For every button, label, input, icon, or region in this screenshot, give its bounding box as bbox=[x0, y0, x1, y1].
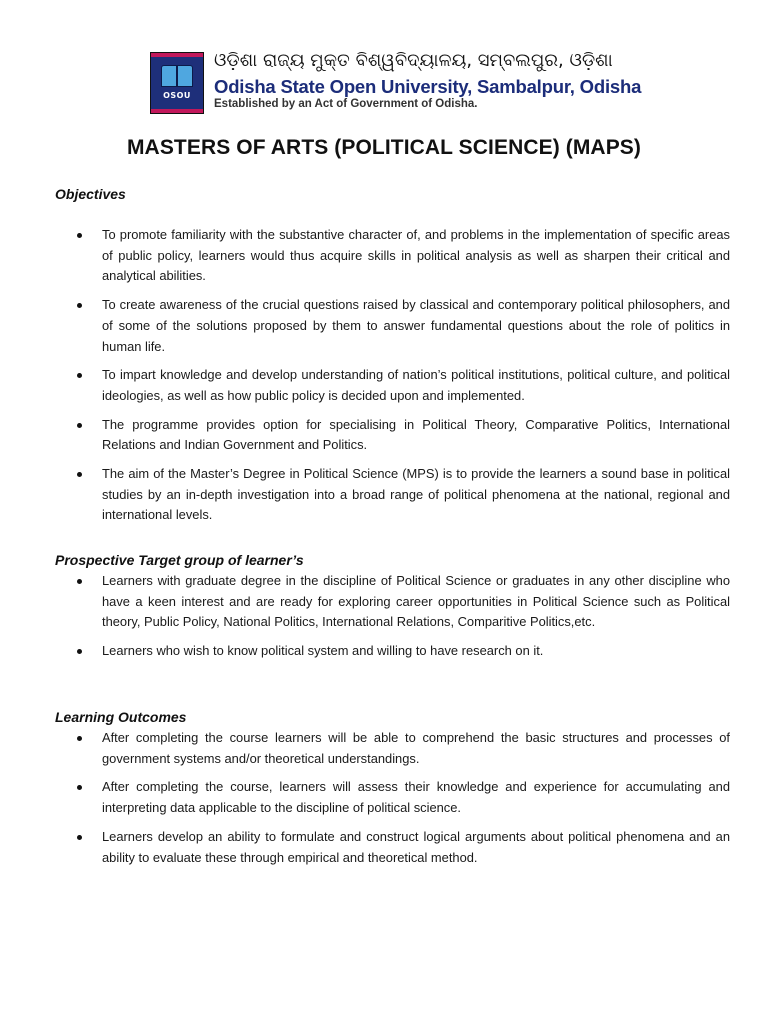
list-item bbox=[0, 464, 768, 526]
bullet-icon bbox=[77, 472, 82, 477]
bullet-icon bbox=[77, 579, 82, 584]
bullet-icon bbox=[77, 373, 82, 378]
bullet-icon bbox=[77, 233, 82, 238]
bullet-icon bbox=[77, 649, 82, 654]
bullet-icon bbox=[77, 736, 82, 741]
list-item bbox=[0, 777, 768, 818]
list-item bbox=[0, 295, 768, 357]
logo-bottom-stripe bbox=[151, 109, 203, 113]
list-item bbox=[0, 225, 768, 287]
learning-outcomes-list bbox=[0, 728, 768, 876]
list-item-text: To impart knowledge and develop understanding of nation’s political institutions, political culture, and political ideologies, as well as how public policy is decided upon and implemented. bbox=[102, 367, 730, 403]
established-note: Established by an Act of Government of Odisha. bbox=[214, 98, 478, 110]
list-item-text: To create awareness of the crucial questions raised by classical and contemporary political philosophers, and of some of the solutions proposed by them to answer fundamental questions about the role of politics in human life. bbox=[102, 297, 730, 354]
odia-university-name: ଓଡ଼ିଶା ରାଜ୍ୟ ମୁକ୍ତ ବିଶ୍ୱବିଦ୍ୟାଳୟ, ସମ୍ବଲପୁର, ଓଡ଼ିଶା bbox=[214, 50, 613, 71]
list-item-text: Learners with graduate degree in the discipline of Political Science or graduates in any other discipline who have a keen interest and are ready for exploring career opportunities in Political Science such as Political theory, Public Policy, National Politics, International Relations, Comparitive Politics,etc. bbox=[102, 573, 730, 630]
list-item bbox=[0, 571, 768, 633]
university-header bbox=[148, 48, 668, 116]
list-item bbox=[0, 365, 768, 406]
bullet-icon bbox=[77, 303, 82, 308]
list-item-text: The programme provides option for specialising in Political Theory, Comparative Politics, International Relations and Indian Government and Politics. bbox=[102, 416, 730, 453]
list-item bbox=[0, 415, 768, 456]
list-item-text: The aim of the Master’s Degree in Political Science (MPS) is to provide the learners a sound base in political studies by an in-depth investigation into a broad range of political phenomena at the national, regional and international levels. bbox=[102, 466, 730, 523]
target-group-heading: Prospective Target group of learner’s bbox=[55, 552, 304, 568]
target-group-list bbox=[0, 571, 768, 670]
list-item bbox=[0, 728, 768, 769]
page-title: MASTERS OF ARTS (POLITICAL SCIENCE) (MAPS) bbox=[126, 136, 642, 159]
list-item-text: Learners who wish to know political system and willing to have research on it. bbox=[102, 643, 544, 659]
book-icon bbox=[161, 65, 193, 87]
list-item-text: After completing the course, learners will assess their knowledge and experience for accumulating and interpreting data applicable to the discipline of political science. bbox=[102, 779, 730, 816]
list-item bbox=[0, 827, 768, 868]
logo-top-stripe bbox=[151, 53, 203, 57]
learning-outcomes-heading: Learning Outcomes bbox=[55, 709, 187, 725]
objectives-heading: Objectives bbox=[55, 186, 126, 202]
bullet-icon bbox=[77, 785, 82, 790]
logo-text: OSOU bbox=[163, 91, 191, 100]
list-item-text: After completing the course learners will be able to comprehend the basic structures and processes of government systems and/or theoretical understandings. bbox=[102, 730, 730, 766]
objectives-list bbox=[0, 225, 768, 534]
bullet-icon bbox=[77, 423, 82, 428]
list-item-text: To promote familiarity with the substantive character of, and problems in the implementation of specific areas of public policy, learners would thus acquire skills in political analysis as well as sharpen their critical and analytical abilities. bbox=[102, 227, 730, 284]
list-item bbox=[0, 641, 768, 662]
bullet-icon bbox=[77, 835, 82, 840]
university-logo bbox=[150, 52, 204, 114]
list-item-text: Learners develop an ability to formulate and construct logical arguments about political phenomena and an ability to evaluate these through empirical and theoretical method. bbox=[102, 828, 730, 865]
university-name: Odisha State Open University, Sambalpur, Odisha bbox=[214, 76, 642, 97]
